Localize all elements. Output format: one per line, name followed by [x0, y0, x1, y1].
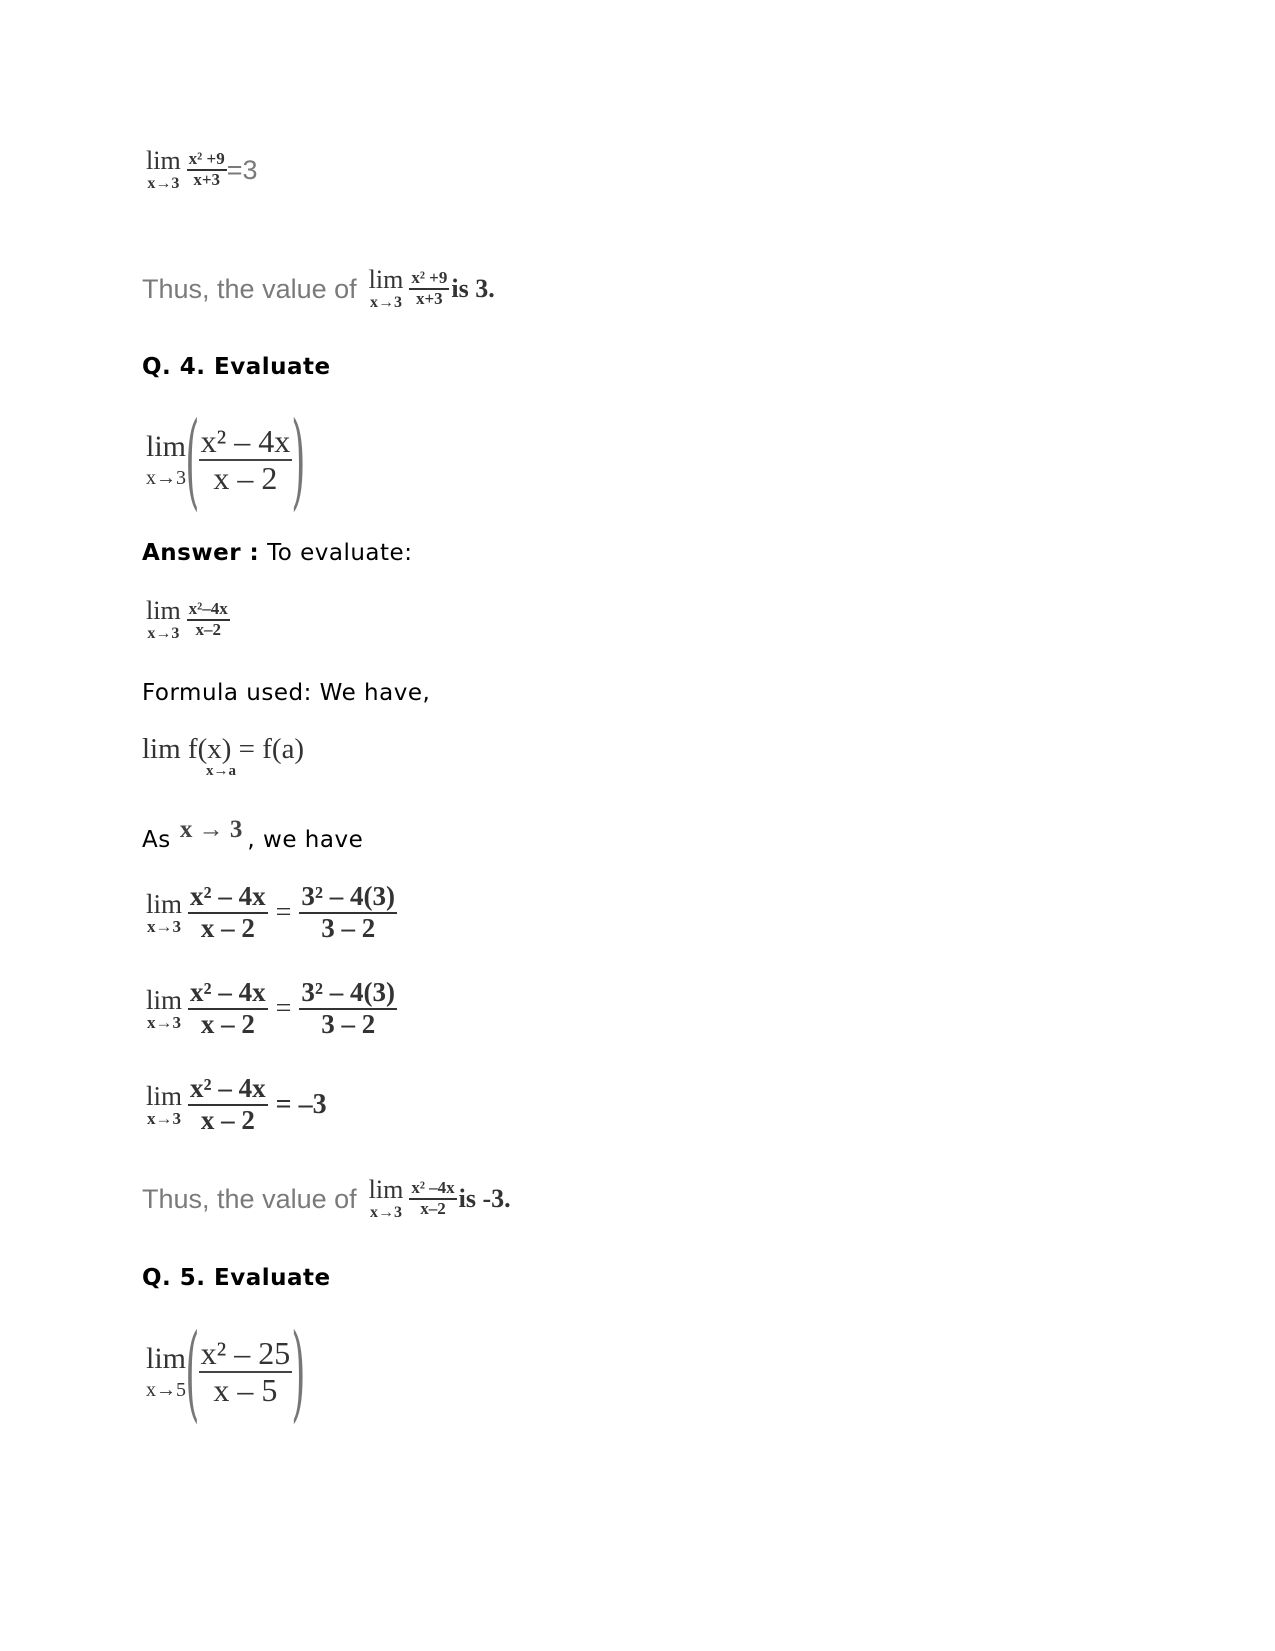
denominator: x – 2	[200, 1104, 255, 1135]
conclusion-limit	[369, 267, 495, 311]
denominator: x – 2	[200, 1008, 255, 1039]
lim-subscript: x→3	[147, 625, 180, 642]
fraction	[199, 1336, 293, 1408]
numerator: x² – 25	[200, 1334, 291, 1371]
limit-operator	[146, 1080, 183, 1128]
lim-word: lim	[146, 984, 183, 1015]
question-4-expression	[146, 399, 319, 521]
limit-operator	[146, 888, 183, 936]
result-numerator: 3² – 4(3)	[301, 881, 395, 911]
lim-word: lim	[146, 146, 181, 175]
limit-operator	[146, 598, 181, 642]
equals-sign: =	[275, 992, 292, 1024]
denominator: x – 2	[213, 460, 278, 496]
left-paren: (	[185, 1311, 200, 1433]
limit-operator	[146, 148, 181, 192]
fraction	[187, 150, 227, 189]
fraction	[187, 600, 230, 639]
denominator: x+3	[415, 289, 443, 308]
right-paren: )	[291, 399, 306, 521]
conclusion-prefix: Thus, the value of	[142, 273, 357, 304]
as-math: x → 3	[179, 816, 243, 843]
lim-subscript: x→3	[147, 1012, 181, 1032]
top-limit-expression	[146, 148, 258, 192]
result-numerator: 3² – 4(3)	[301, 977, 395, 1007]
step-3	[146, 1074, 327, 1135]
lim-subscript: x→3	[369, 294, 402, 311]
lim-word: lim	[368, 1175, 404, 1204]
numerator: x²–4x	[188, 599, 228, 619]
conclusion-2	[142, 1177, 511, 1221]
as-prefix: As	[142, 827, 171, 853]
fraction	[188, 978, 268, 1039]
step-1	[146, 882, 397, 943]
equals-sign: =	[275, 896, 292, 928]
formula-main: lim f(x) = f(a)	[142, 733, 305, 765]
fraction	[188, 882, 268, 943]
lim-word: lim	[146, 1342, 187, 1375]
numerator: x² +9	[411, 268, 448, 288]
as-suffix: , we have	[247, 827, 364, 853]
left-paren: (	[185, 399, 200, 521]
lim-word: lim	[368, 265, 404, 294]
fraction	[409, 269, 449, 308]
result-denominator: 3 – 2	[321, 1008, 376, 1039]
numerator: x² –4x	[411, 1178, 455, 1198]
conclusion-suffix: is 3.	[451, 274, 495, 303]
limit-operator	[369, 1177, 404, 1221]
limit-operator	[146, 984, 183, 1032]
question-4-heading: Q. 4. Evaluate	[142, 354, 331, 380]
lim-subscript: x→3	[146, 467, 186, 489]
denominator: x–2	[420, 1199, 446, 1218]
limit-operator	[146, 1344, 186, 1400]
conclusion-1	[142, 267, 495, 311]
numerator: x² – 4x	[200, 422, 291, 459]
lim-subscript: x→3	[147, 1108, 181, 1128]
numerator: x² – 4x	[190, 881, 266, 911]
evaluate-expression	[146, 598, 230, 642]
fraction	[409, 1179, 456, 1218]
as-line	[142, 816, 364, 853]
answer-label: Answer :	[142, 540, 260, 566]
formula-expression	[142, 733, 304, 780]
lim-word: lim	[146, 1080, 183, 1111]
result: = –3	[275, 1088, 327, 1120]
conclusion-limit	[369, 1177, 511, 1221]
denominator: x – 2	[200, 912, 255, 943]
question-5-heading: Q. 5. Evaluate	[142, 1265, 331, 1291]
result-fraction	[299, 882, 397, 943]
lim-subscript: x→3	[147, 916, 181, 936]
lim-word: lim	[146, 888, 183, 919]
limit-operator	[146, 432, 186, 488]
lim-word: lim	[146, 430, 187, 463]
conclusion-suffix: is -3.	[458, 1184, 511, 1213]
question-5-expression	[146, 1311, 319, 1433]
lim-subscript: x→5	[146, 1379, 186, 1401]
right-paren: )	[291, 1311, 306, 1433]
denominator: x–2	[195, 620, 221, 639]
result: =3	[226, 154, 258, 185]
fraction	[188, 1074, 268, 1135]
lim-subscript: x→3	[369, 1204, 402, 1221]
result-fraction	[299, 978, 397, 1039]
lim-subscript: x→3	[147, 175, 180, 192]
answer-text: To evaluate:	[267, 540, 413, 566]
denominator: x+3	[193, 170, 221, 189]
lim-word: lim	[146, 596, 181, 625]
denominator: x – 5	[213, 1372, 278, 1408]
numerator: x² – 4x	[190, 1073, 266, 1103]
result-denominator: 3 – 2	[321, 912, 376, 943]
fraction	[199, 424, 293, 496]
formula-sub: x→a	[206, 763, 236, 779]
numerator: x² – 4x	[190, 977, 266, 1007]
answer-line	[142, 540, 412, 566]
limit-operator	[369, 267, 404, 311]
step-2	[146, 978, 397, 1039]
numerator: x² +9	[188, 149, 225, 169]
formula-text: Formula used: We have,	[142, 680, 431, 706]
conclusion-prefix: Thus, the value of	[142, 1183, 357, 1214]
